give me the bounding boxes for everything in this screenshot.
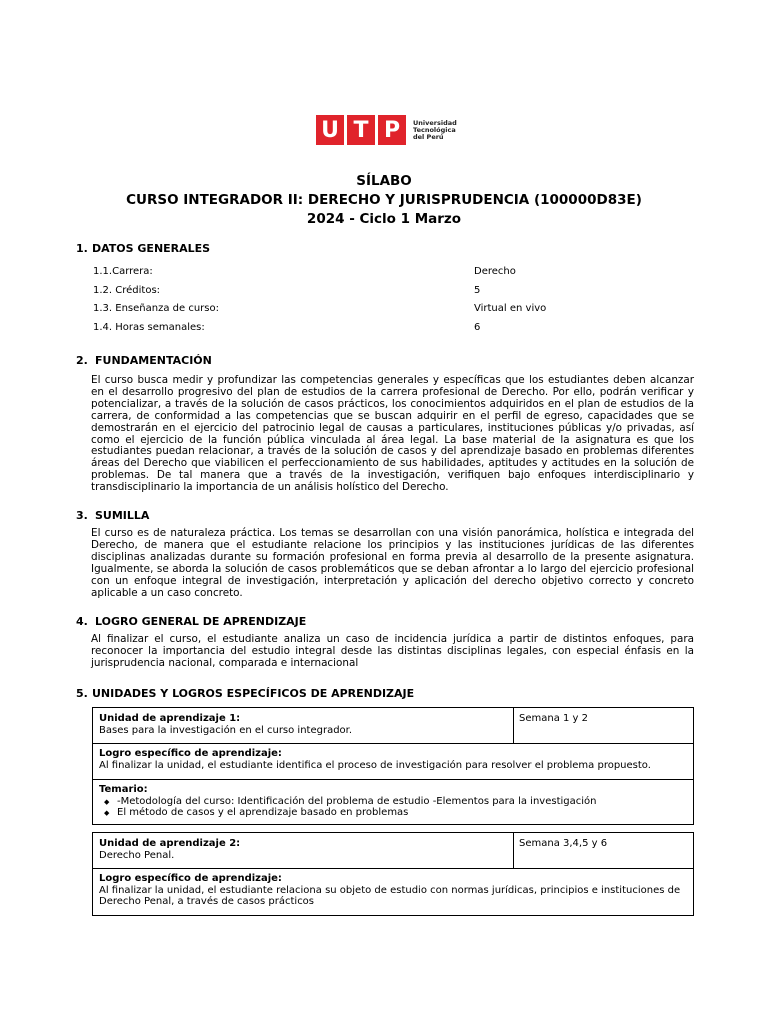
unit-2-logro-cell: Logro específico de aprendizaje: Al finalizar la unidad, el estudiante relaciona su objeto de estudio con normas jurídicas, principios e instituciones de Derecho Penal, a través de casos prácticos: [99, 873, 681, 907]
logo-letter-t: T: [347, 115, 375, 145]
unit-1-temario-list: [99, 796, 687, 819]
logro-general-text: Al finalizar el curso, el estudiante analiza un caso de incidencia jurídica a partir de distintos enfoques, para reconocer la importancia del estudio integral desde las distintas disciplinas legales, con especial énfasis en la jurisprudencia nacional, comparada e internacional: [91, 633, 694, 669]
section-heading-unidades: 5. UNIDADES Y LOGROS ESPECÍFICOS DE APRENDIZAJE: [76, 687, 415, 700]
section-heading-fundamentacion: 2. FUNDAMENTACIÓN: [76, 354, 212, 367]
section-heading-datos-generales: 1. DATOS GENERALES: [76, 242, 211, 255]
unit-1-title-cell: Unidad de aprendizaje 1: Bases para la investigación en el curso integrador.: [99, 713, 353, 736]
unit-1-weeks: Semana 1 y 2: [519, 713, 589, 724]
document-title: SÍLABO: [356, 173, 412, 189]
unit-2-table: [92, 832, 694, 916]
section-heading-sumilla: 3. SUMILLA: [76, 509, 150, 522]
sumilla-text: El curso es de naturaleza práctica. Los temas se desarrollan con una visión panorámica, holística e integrada del Derecho, de manera que el estudiante relacione los principios y las instituciones jurídicas de las diferentes disciplinas analizadas durante su formación profesional en forma previa al desarrollo de la presente asignatura. Igualmente, se aborda la solución de casos problemáticos que se deban afrontar a lo largo del ejercicio profesional con un enfoque integral de investigación, interpretación y aplicación del derecho objetivo correcto y concreto aplicable a un caso concreto.: [91, 527, 694, 599]
syllabus-page: U T P Universidad Tecnológica del Perú SÍLABO CURSO INTEGRADOR II: DERECHO Y JURISPRUDENCIA (100000D83E) 2024 - Ciclo 1 Marzo 1. DATOS GENERALES 1.1.Carrera: Derecho 1.2. Créditos: 5 1.3. Enseñanza de curso: Virtual en vivo 1.4. Horas semanales: 6 2. FUNDAMENTACIÓN El curso busca medir y profundizar las competencias generales y específicas que los estudiantes deben alcanzar en el desarrollo progresivo del plan de estudios de la carrera profesional de Derecho. Por ello, podrán verificar y potencializar, a través de la solución de casos prácticos, los conocimientos adquiridos en el plan de estudios de la carrera, de conformidad a las competencias que se buscan adquirir en el perfil de egreso, capacidades que se demostrarán en el ejercicio del patrocinio legal de causas a particulares, instituciones públicas y/o privadas, así como el ejercicio de la función pública vinculada al área legal. La base material de la asignatura es que los estudiantes puedan relacionar, a través de la solución de casos y del aprendizaje basado en problemas diferentes áreas del Derecho que viabilicen el perfeccionamiento de sus habilidades, aptitudes y actitudes en la solución de problemas. De tal manera que a través de la investigación, verifiquen bajo enfoques interdisciplinario y transdisciplinario la importancia de un análisis holístico del Derecho. 3. SUMILLA El curso es de naturaleza práctica. Los temas se desarrollan con una visión panorámica, holística e integrada del Derecho, de manera que el estudiante relacione los principios y las instituciones jurídicas de las diferentes disciplinas analizadas durante su formación profesional en forma previa al desarrollo de la presente asignatura. Igualmente, se aborda la solución de casos problemáticos que se deban afrontar a lo largo del ejercicio profesional con un enfoque integral de investigación, interpretación y aplicación del derecho objetivo correcto y concreto aplicable a un caso concreto. 4. LOGRO GENERAL DE APRENDIZAJE Al finalizar el curso, el estudiante analiza un caso de incidencia jurídica a partir de distintos enfoques, para reconocer la importancia del estudio integral desde las distintas disciplinas legales, con especial énfasis en la jurisprudencia nacional, comparada e internacional 5. UNIDADES Y LOGROS ESPECÍFICOS DE APRENDIZAJE Unidad de aprendizaje 1: Bases para la investigación en el curso integrador. Semana 1 y 2 Logro específico de aprendizaje: Al finalizar la unidad, el estudiante identifica el proceso de investigación para resolver el problema propuesto. Temario: ◆ -Metodología del curso: Identificación del problema de estudio -Elementos para la investigación ◆ El método de casos y el aprendizaje basado en problemas Unidad de aprendizaje 2: Derecho Penal. Semana 3,4,5 y 6 Logro específico de aprendizaje: Al finalizar la unidad, el estudiante relaciona su objeto de estudio con normas jurídicas, principios e instituciones de Derecho Penal, a través de casos prácticos: [0, 0, 768, 1024]
temario-item: ◆ El método de casos y el aprendizaje basado en problemas: [117, 807, 687, 819]
logo-university-name: Universidad Tecnológica del Perú: [413, 118, 457, 141]
section-heading-logro-general: 4. LOGRO GENERAL DE APRENDIZAJE: [76, 615, 307, 628]
logo-letter-u: U: [316, 115, 344, 145]
course-period: 2024 - Ciclo 1 Marzo: [306, 211, 462, 227]
unit-1-temario-cell: Temario: ◆ -Metodología del curso: Identificación del problema de estudio -Elementos para la investigación ◆ El método de casos y el aprendizaje basado en problemas: [93, 779, 693, 824]
fundamentacion-text: El curso busca medir y profundizar las competencias generales y específicas que los estudiantes deben alcanzar en el desarrollo progresivo del plan de estudios de la carrera profesional de Derecho. Por ello, podrán verificar y potencializar, a través de la solución de casos prácticos, los conocimientos adquiridos en el plan de estudios de la carrera, de conformidad a las competencias que se buscan adquirir en el perfil de egreso, capacidades que se demostrarán en el ejercicio del patrocinio legal de causas a particulares, instituciones públicas y/o privadas, así como el ejercicio de la función pública vinculada al área legal. La base material de la asignatura es que los estudiantes puedan relacionar, a través de la solución de casos y del aprendizaje basado en problemas diferentes áreas del Derecho que viabilicen el perfeccionamiento de sus habilidades, aptitudes y actitudes en la solución de problemas. De tal manera que a través de la investigación, verifiquen bajo enfoques interdisciplinario y transdisciplinario la importancia de un análisis holístico del Derecho.: [91, 374, 694, 494]
unit-2-title-cell: Unidad de aprendizaje 2: Derecho Penal.: [99, 838, 241, 861]
unit-2-weeks: Semana 3,4,5 y 6: [519, 838, 608, 849]
course-title: CURSO INTEGRADOR II: DERECHO Y JURISPRUDENCIA (100000D83E): [126, 192, 642, 208]
temario-item: ◆ -Metodología del curso: Identificación del problema de estudio -Elementos para la investigación: [117, 796, 687, 808]
logo-letter-p: P: [378, 115, 406, 145]
unit-1-logro-cell: Logro específico de aprendizaje: Al finalizar la unidad, el estudiante identifica el proceso de investigación para resolver el problema propuesto.: [99, 748, 651, 771]
utp-logo: [316, 115, 457, 145]
unit-1-table: [92, 707, 694, 825]
